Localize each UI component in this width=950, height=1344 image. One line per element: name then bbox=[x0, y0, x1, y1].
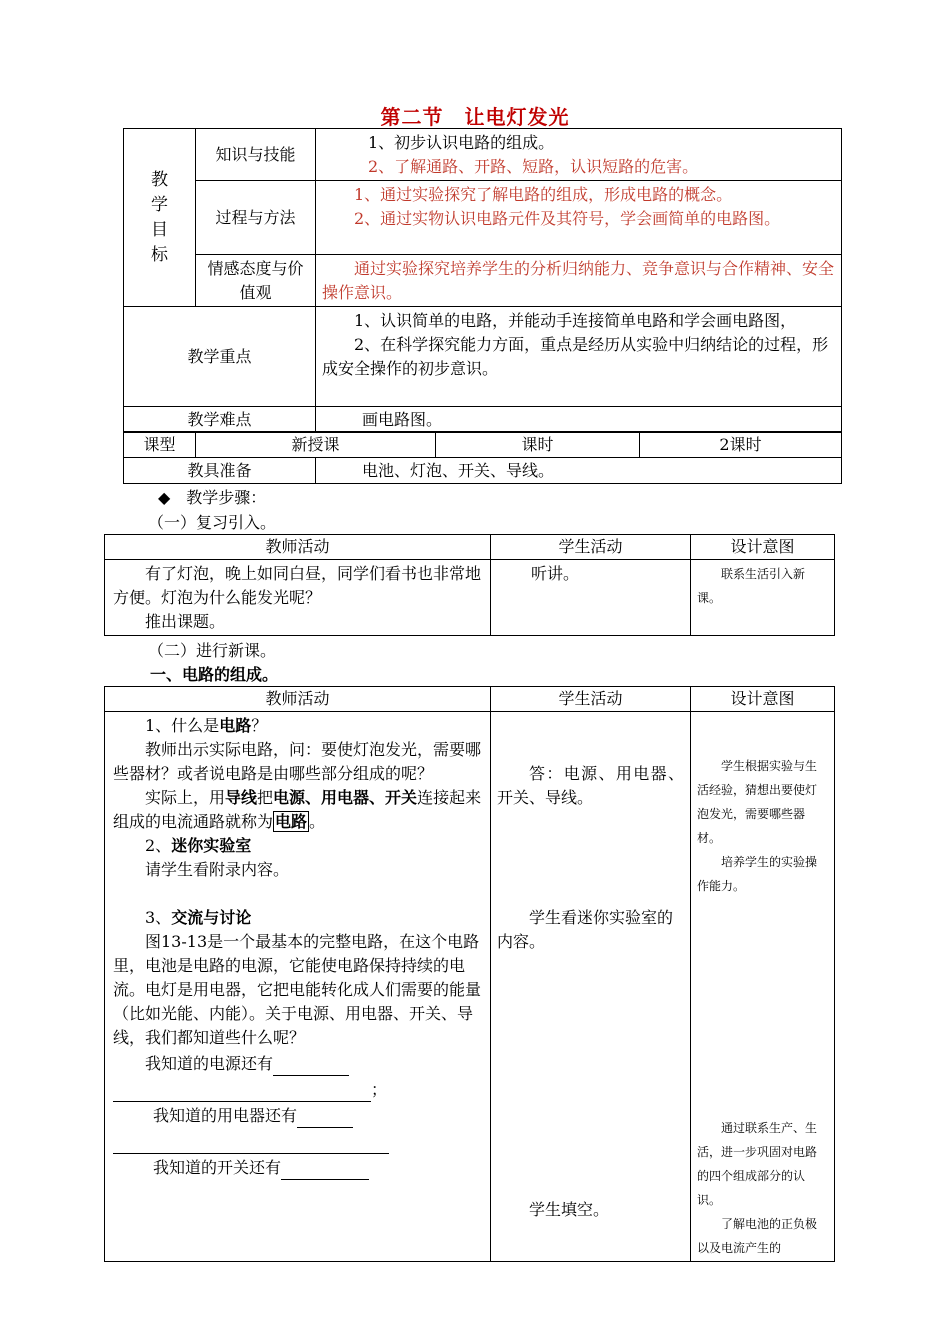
student-answer: 答：电源、用电器、开关、导线。 bbox=[497, 764, 684, 807]
fill-power: 我知道的电源还有 bbox=[113, 1052, 482, 1076]
section2-heading: （二）进行新课。 bbox=[148, 641, 277, 660]
col-header-intent: 设计意图 bbox=[691, 535, 835, 560]
goal-content-attitude: 通过实验探究培养学生的分析归纳能力、竞争意识与合作精神、安全操作意识。 bbox=[316, 255, 842, 307]
key-content bbox=[316, 307, 842, 407]
teacher-activity bbox=[105, 712, 491, 1262]
teacher-line: 有了灯泡，晚上如同白昼，同学们看书也非常地方便。灯泡为什么能发光呢？ bbox=[113, 564, 482, 607]
goal-header-text: 教学目标 bbox=[151, 169, 168, 265]
goal-content-knowledge bbox=[316, 129, 842, 181]
student-activity bbox=[491, 712, 691, 1262]
steps-heading: ◆ 教学步骤： bbox=[158, 488, 267, 507]
intent-2: 培养学生的实验操作能力。 bbox=[697, 855, 818, 893]
goal-label-attitude: 情感态度与价值观 bbox=[196, 255, 316, 307]
goal-line: 1、初步认识电路的组成。 bbox=[368, 133, 555, 152]
goal-content-process bbox=[316, 181, 842, 255]
teacher-paragraph: 教师出示实际电路，问：要使灯泡发光，需要哪些器材？或者说电路是由哪些部分组成的呢？ bbox=[113, 740, 482, 783]
type-row-table bbox=[123, 431, 842, 458]
goal-line: 2、通过实物认识电路元件及其符号，学会画简单的电路图。 bbox=[354, 209, 781, 228]
fill-appliance: 我知道的用电器还有 bbox=[113, 1104, 482, 1128]
col-header-teacher: 教师活动 bbox=[105, 535, 491, 560]
difficult-value: 画电路图。 bbox=[316, 407, 842, 433]
heading-mini-lab: 2、迷你实验室 bbox=[145, 836, 252, 855]
goal-label-process: 过程与方法 bbox=[196, 181, 316, 255]
student-read: 学生看迷你实验室的内容。 bbox=[497, 908, 674, 951]
tools-label: 教具准备 bbox=[124, 458, 316, 484]
col-header-student: 学生活动 bbox=[491, 687, 691, 712]
section1-heading: （一）复习引入。 bbox=[148, 513, 277, 532]
design-intent: 联系生活引入新课。 bbox=[691, 560, 835, 636]
teacher-line: 推出课题。 bbox=[145, 612, 226, 631]
goal-line: 2、了解通路、开路、短路，认识短路的危害。 bbox=[368, 157, 699, 176]
design-intent bbox=[691, 712, 835, 1262]
fill-appliance-line bbox=[113, 1130, 482, 1154]
goal-header bbox=[124, 129, 196, 307]
col-header-student: 学生活动 bbox=[491, 535, 691, 560]
goals-table bbox=[123, 128, 842, 433]
intent-4: 了解电池的正负极以及电流产生的 bbox=[697, 1217, 818, 1255]
heading-discussion: 3、交流与讨论 bbox=[145, 908, 252, 927]
teacher-paragraph: 请学生看附录内容。 bbox=[145, 860, 290, 879]
teacher-activity bbox=[105, 560, 491, 636]
col-header-teacher: 教师活动 bbox=[105, 687, 491, 712]
col-header-intent: 设计意图 bbox=[691, 687, 835, 712]
key-line: 2、在科学探究能力方面，重点是经历从实验中归纳结论的过程，形成安全操作的初步意识。 bbox=[322, 335, 829, 378]
sub-heading: 一、电路的组成。 bbox=[150, 665, 279, 684]
goal-label-knowledge: 知识与技能 bbox=[196, 129, 316, 181]
student-fill: 学生填空。 bbox=[529, 1200, 610, 1219]
question-1: 1、什么是电路？ bbox=[145, 716, 268, 735]
tools-row-table bbox=[123, 457, 842, 484]
student-activity: 听讲。 bbox=[491, 560, 691, 636]
hours-value: 2课时 bbox=[640, 432, 842, 458]
type-label: 课型 bbox=[124, 432, 196, 458]
circuit-table bbox=[104, 686, 835, 1262]
key-label: 教学重点 bbox=[124, 307, 316, 407]
fill-switch: 我知道的开关还有 bbox=[113, 1156, 482, 1180]
page-title: 第二节 让电灯发光 bbox=[380, 105, 570, 129]
intent-1: 学生根据实验与生活经验，猜想出要使灯泡发光，需要哪些器材。 bbox=[697, 759, 818, 845]
fill-power-line: ； bbox=[113, 1078, 482, 1102]
intent-3: 通过联系生产、生活，进一步巩固对电路的四个组成部分的认识。 bbox=[697, 1121, 818, 1207]
tools-value: 电池、灯泡、开关、导线。 bbox=[316, 458, 842, 484]
review-table bbox=[104, 534, 835, 636]
type-value: 新授课 bbox=[196, 432, 436, 458]
circuit-definition: 实际上，用导线把电源、用电器、开关连接起来组成的电流通路就称为 电路 。 bbox=[113, 788, 482, 831]
hours-label: 课时 bbox=[436, 432, 640, 458]
teacher-paragraph: 图13-13是一个最基本的完整电路，在这个电路里，电池是电路的电源，它能使电路保持持续的电流。电灯是用电器，它把电能转化成人们需要的能量（比如光能、内能）。关于电源、用电器、开关、导线，我们都知道些什么呢？ bbox=[113, 932, 482, 1047]
key-line: 1、认识简单的电路，并能动手连接简单电路和学会画电路图， bbox=[354, 311, 797, 330]
difficult-label: 教学难点 bbox=[124, 407, 316, 433]
goal-line: 1、通过实验探究了解电路的组成，形成电路的概念。 bbox=[354, 185, 733, 204]
